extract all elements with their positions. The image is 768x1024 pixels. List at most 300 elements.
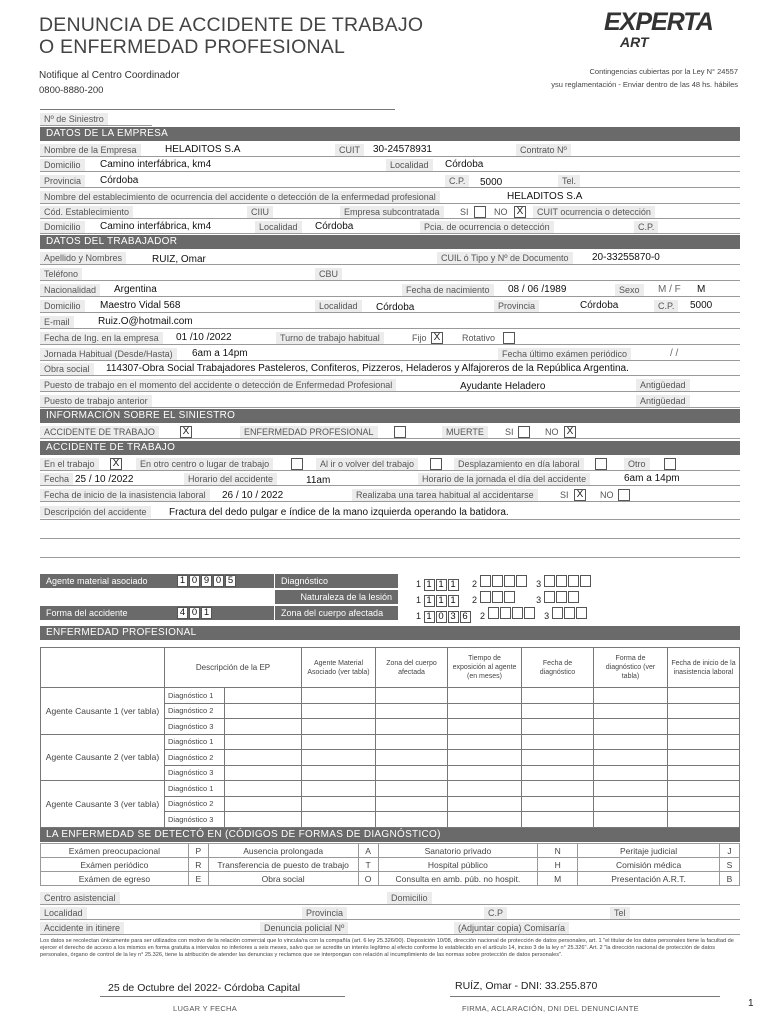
agente-causante-3: Agente Causante 3 (ver tabla): [41, 781, 165, 828]
ep-col-header: Fecha de inicio de la inasistencia laboral: [668, 648, 740, 688]
fecha-ingreso-field[interactable]: 01 /10 /2022: [176, 332, 232, 343]
ep-cell[interactable]: [668, 796, 740, 812]
deteccion-code: S: [719, 858, 739, 872]
code-digit: 1: [436, 595, 447, 607]
slot-number: 1: [416, 579, 422, 589]
ep-cell[interactable]: [594, 734, 668, 750]
localidad-label: Localidad: [386, 159, 433, 171]
ep-cell[interactable]: [448, 734, 522, 750]
ep-cell[interactable]: [448, 719, 522, 735]
trabajador-provincia-field[interactable]: Córdoba: [580, 300, 619, 311]
notify-phone: 0800-8880-200: [39, 85, 104, 96]
asistencial-tel-label: Tel: [610, 907, 630, 919]
sexo-field[interactable]: M: [697, 284, 706, 295]
asistencial-row-2: [40, 905, 740, 920]
ep-cell[interactable]: [448, 750, 522, 766]
ep-cell[interactable]: [376, 734, 448, 750]
subcontratada-si-checkbox[interactable]: [474, 206, 486, 218]
ep-cell[interactable]: [225, 703, 302, 719]
forma-accidente-code[interactable]: [177, 607, 213, 619]
ir-volver-checkbox[interactable]: [430, 458, 442, 470]
ep-cell[interactable]: [302, 688, 376, 704]
en-trabajo-checkbox[interactable]: X: [110, 458, 122, 470]
agente-causante-1: Agente Causante 1 (ver tabla): [41, 688, 165, 735]
domicilio-label: Domicilio: [40, 159, 85, 171]
domicilio-field[interactable]: Camino interfábrica, km4: [100, 159, 212, 170]
localidad-ocurrencia-field[interactable]: Córdoba: [315, 221, 354, 232]
muerte-no-checkbox[interactable]: X: [564, 426, 576, 438]
nombre-empresa-field[interactable]: HELADITOS S.A: [165, 144, 241, 155]
nombre-empresa-label: Nombre de la Empresa: [40, 144, 141, 156]
obra-social-label: Obra social: [40, 363, 94, 375]
ep-cell[interactable]: [225, 734, 302, 750]
code-digit: [504, 575, 515, 587]
deteccion-option[interactable]: Obra social: [208, 872, 358, 886]
nacionalidad-field[interactable]: Argentina: [114, 284, 157, 295]
slot-number: 2: [480, 611, 486, 621]
deteccion-option[interactable]: Sanatorio privado: [378, 844, 538, 858]
zona-codes[interactable]: [416, 607, 588, 623]
inicio-inasistencia-field[interactable]: 26 / 10 / 2022: [222, 490, 284, 501]
trabajador-cp-label: C.P.: [654, 300, 678, 312]
firma-label: FIRMA, ACLARACIÓN, DNI DEL DENUNCIANTE: [462, 1004, 639, 1013]
diag-label: Diagnóstico 3: [165, 719, 225, 735]
deteccion-option[interactable]: Ausencia prolongada: [208, 844, 358, 858]
localidad-ocurrencia-label: Localidad: [255, 221, 302, 233]
slot-number: 1: [416, 611, 422, 621]
code-digit: [500, 607, 511, 619]
asistencial-provincia-label: Provincia: [302, 907, 347, 919]
forma-accidente-label: Forma del accidente: [40, 606, 274, 620]
ep-cell[interactable]: [225, 812, 302, 828]
diag-label: Diagnóstico 3: [165, 812, 225, 828]
deteccion-code: N: [538, 844, 578, 858]
localidad-field[interactable]: Córdoba: [445, 159, 484, 170]
puesto-field[interactable]: Ayudante Heladero: [460, 381, 546, 392]
otro-centro-checkbox[interactable]: [291, 458, 303, 470]
puesto-label: Puesto de trabajo en el momento del accidente o detección de Enfermedad Profesional: [40, 379, 396, 391]
ep-cell[interactable]: [594, 688, 668, 704]
lugar-fecha-field[interactable]: 25 de Octubre del 2022- Córdoba Capital: [108, 982, 301, 994]
accidente-row-2: [40, 471, 740, 486]
deteccion-option[interactable]: Peritaje judicial: [578, 844, 720, 858]
trabajador-row-4: [40, 298, 740, 313]
code-digit: 5: [225, 575, 236, 587]
agente-material-label: Agente material asociado: [40, 574, 274, 588]
fijo-label: Fijo: [412, 333, 427, 343]
deteccion-code: R: [188, 858, 208, 872]
empresa-row-3: [40, 173, 740, 188]
ep-col-header: Forma de diagnóstico (ver tabla): [594, 648, 668, 688]
coverage-note-1: Contingencias cubiertas por la Ley N° 24557: [589, 67, 738, 76]
code-digit: [552, 607, 563, 619]
desplazamiento-checkbox[interactable]: [595, 458, 607, 470]
otro-label: Otro: [624, 458, 650, 470]
puesto-anterior-label: Puesto de trabajo anterior: [40, 395, 152, 407]
ep-cell[interactable]: [668, 750, 740, 766]
ep-cell[interactable]: [668, 812, 740, 828]
trabajador-provincia-label: Provincia: [494, 300, 539, 312]
ep-col-header: Zona del cuerpo afectada: [376, 648, 448, 688]
deteccion-option[interactable]: Exámen preocupacional: [41, 844, 189, 858]
email-field[interactable]: Ruiz.O@hotmail.com: [98, 316, 193, 327]
experta-logo: EXPERTA: [604, 8, 713, 36]
accidente-row-1: [40, 456, 740, 471]
otro-centro-label: En otro centro o lugar de trabajo: [136, 458, 273, 470]
deteccion-option[interactable]: Hospital público: [378, 858, 538, 872]
horario-accidente-field[interactable]: 11am: [306, 475, 331, 486]
code-digit: [580, 575, 591, 587]
trabajador-cp-field[interactable]: 5000: [690, 300, 713, 311]
deteccion-option[interactable]: Consulta en amb. púb. no hospit.: [378, 872, 538, 886]
ir-volver-label: Al ir o volver del trabajo: [316, 458, 418, 470]
accidente-row-4: [40, 504, 740, 520]
trabajador-row-7: [40, 346, 740, 361]
deteccion-code: O: [358, 872, 378, 886]
fecha-ingreso-label: Fecha de Ing. en la empresa: [40, 332, 163, 344]
ep-cell[interactable]: [376, 750, 448, 766]
ep-cell[interactable]: [448, 812, 522, 828]
ep-cell[interactable]: [225, 765, 302, 781]
coverage-note-2: ysu reglamentación - Enviar dentro de las 48 hs. hábiles: [551, 80, 738, 89]
notify-line: Notifique al Centro Coordinador: [39, 70, 180, 81]
turno-label: Turno de trabajo habitual: [276, 332, 384, 344]
code-digit: 6: [460, 611, 471, 623]
trabajador-domicilio-label: Domicilio: [40, 300, 85, 312]
ep-cell[interactable]: [522, 812, 594, 828]
ep-cell[interactable]: [302, 781, 376, 797]
descripcion-field[interactable]: Fractura del dedo pulgar e índice de la mano izquierda operando la batidora.: [169, 507, 509, 518]
inicio-inasistencia-label: Fecha de inicio de la inasistencia laboral: [40, 489, 210, 501]
deteccion-code: M: [538, 872, 578, 886]
diagnostico-codes[interactable]: [416, 575, 592, 591]
diag-label: Diagnóstico 1: [165, 688, 225, 704]
fecha-accidente-field[interactable]: 25 / 10 /2022: [75, 474, 134, 485]
ep-cell[interactable]: [448, 703, 522, 719]
rotativo-label: Rotativo: [462, 333, 496, 343]
ep-cell[interactable]: [302, 765, 376, 781]
ep-cell[interactable]: [594, 796, 668, 812]
trabajador-row-6: [40, 330, 740, 345]
apellido-nombres-field[interactable]: RUIZ, Omar: [152, 254, 206, 265]
ep-cell[interactable]: [522, 734, 594, 750]
subcontratada-no-label: NO: [494, 207, 508, 217]
slot-number: 3: [536, 595, 542, 605]
ep-cell[interactable]: [302, 796, 376, 812]
trabajador-localidad-label: Localidad: [315, 300, 362, 312]
slot-number: 2: [472, 595, 478, 605]
deteccion-option[interactable]: Transferencia de puesto de trabajo: [208, 858, 358, 872]
subcontratada-label: Empresa subcontratada: [340, 206, 444, 218]
fijo-checkbox[interactable]: X: [431, 332, 443, 344]
asistencial-domicilio-label: Domicilio: [387, 892, 432, 904]
establecimiento-field[interactable]: HELADITOS S.A: [507, 191, 583, 202]
agente-material-code[interactable]: [177, 575, 237, 587]
ep-cell[interactable]: [225, 688, 302, 704]
ep-corner: [41, 648, 165, 688]
deteccion-table: [40, 843, 740, 886]
trabajador-row-5: [40, 314, 740, 329]
cp-ocurrencia-label: C.P.: [634, 221, 658, 233]
asistencial-cp-label: C.P: [484, 907, 507, 919]
descripcion-line-2[interactable]: [40, 523, 740, 539]
domicilio-ocurrencia-field[interactable]: Camino interfábrica, km4: [100, 221, 212, 232]
deteccion-option[interactable]: Presentación A.R.T.: [578, 872, 720, 886]
form-title: DENUNCIA DE ACCIDENTE DE TRABAJO O ENFERMEDAD PROFESIONAL: [39, 14, 424, 58]
trabajador-row-8: [40, 361, 740, 376]
deteccion-code: E: [188, 872, 208, 886]
cuit-ocurrencia-label: CUIT ocurrencia o detección: [533, 206, 655, 218]
slot-number: 2: [472, 579, 478, 589]
diag-label: Diagnóstico 2: [165, 796, 225, 812]
ep-cell[interactable]: [668, 688, 740, 704]
accidente-trabajo-checkbox[interactable]: X: [180, 426, 192, 438]
ep-cell[interactable]: [225, 781, 302, 797]
ep-col-header: Descripción de la EP: [165, 648, 302, 688]
cuit-label: CUIT: [335, 144, 364, 156]
code-digit: [512, 607, 523, 619]
deteccion-option[interactable]: Exámen periódico: [41, 858, 189, 872]
antiguedad-label: Antigüedad: [636, 379, 690, 391]
ep-cell[interactable]: [302, 734, 376, 750]
rotativo-checkbox[interactable]: [503, 332, 515, 344]
cp-label: C.P.: [445, 175, 469, 187]
siniestro-label: Nº de Siniestro: [40, 113, 108, 125]
otro-checkbox[interactable]: [664, 458, 676, 470]
ep-col-header: Fecha de diagnóstico: [522, 648, 594, 688]
email-label: E-mail: [40, 316, 74, 328]
code-digit: [568, 575, 579, 587]
cuit-field[interactable]: 30-24578931: [373, 144, 432, 155]
accidente-header: ACCIDENTE DE TRABAJO: [40, 441, 740, 455]
ep-cell[interactable]: [522, 719, 594, 735]
descripcion-label: Descripción del accidente: [40, 506, 151, 518]
diag-label: Diagnóstico 3: [165, 765, 225, 781]
trabajador-row-10: [40, 393, 740, 408]
ep-header: ENFERMEDAD PROFESIONAL: [40, 626, 740, 640]
code-digit: 1: [424, 595, 435, 607]
slot-number: 1: [416, 595, 422, 605]
ep-cell[interactable]: [302, 703, 376, 719]
obra-social-field[interactable]: 114307-Obra Social Trabajadores Pasteleros, Confiteros, Pizzeros, Heladeros y Alfajoreros de la República Argentina.: [106, 363, 629, 374]
deteccion-code: P: [188, 844, 208, 858]
pcia-ocurrencia-label: Pcia. de ocurrencia o detección: [420, 221, 554, 233]
ep-cell[interactable]: [594, 750, 668, 766]
ep-cell[interactable]: [668, 703, 740, 719]
cod-establecimiento-label: Cód. Establecimiento: [40, 206, 133, 218]
accidente-trabajo-label: ACCIDENTE DE TRABAJO: [40, 426, 159, 438]
ep-cell[interactable]: [448, 765, 522, 781]
siniestro-row: [40, 111, 152, 126]
trabajador-row-9: [40, 377, 740, 392]
ep-cell[interactable]: [302, 812, 376, 828]
code-digit: [564, 607, 575, 619]
asistencial-row-1: [40, 890, 740, 905]
trabajador-row-1: [40, 250, 740, 265]
ep-col-header: Tiempo de exposición al agente (en meses): [448, 648, 522, 688]
ep-cell[interactable]: [376, 719, 448, 735]
deteccion-header: LA ENFERMEDAD SE DETECTÓ EN (CÓDIGOS DE FORMAS DE DIAGNÓSTICO): [40, 828, 740, 842]
denuncia-policial-label: Denuncia policial Nº: [260, 922, 348, 934]
ep-cell[interactable]: [522, 781, 594, 797]
ep-cell[interactable]: [225, 719, 302, 735]
code-digit: [556, 591, 567, 603]
provincia-label: Provincia: [40, 175, 85, 187]
ep-cell[interactable]: [302, 750, 376, 766]
lugar-fecha-label: LUGAR Y FECHA: [173, 1004, 238, 1013]
tarea-si-label: SI: [560, 490, 569, 500]
ep-cell[interactable]: [522, 796, 594, 812]
trabajador-domicilio-field[interactable]: Maestro Vidal 568: [100, 300, 181, 311]
enfermedad-profesional-label: ENFERMEDAD PROFESIONAL: [240, 426, 378, 438]
fecha-nacimiento-field[interactable]: 08 / 06 /1989: [508, 284, 567, 295]
asistencial-localidad-label: Localidad: [40, 907, 87, 919]
code-digit: [504, 591, 515, 603]
code-digit: 0: [189, 607, 200, 619]
horario-jornada-field[interactable]: 6am a 14pm: [624, 473, 680, 484]
ep-cell[interactable]: [376, 688, 448, 704]
trabajador-row-2: [40, 266, 740, 281]
code-digit: 3: [448, 611, 459, 623]
deteccion-code: A: [358, 844, 378, 858]
desplazamiento-label: Desplazamiento en día laboral: [454, 458, 584, 470]
tarea-si-checkbox[interactable]: X: [574, 489, 586, 501]
ep-cell[interactable]: [668, 734, 740, 750]
tel-label: Tel.: [558, 175, 580, 187]
slot-number: 3: [536, 579, 542, 589]
ep-cell[interactable]: [668, 765, 740, 781]
sexo-options: M / F: [658, 284, 681, 295]
diag-label: Diagnóstico 2: [165, 703, 225, 719]
art-logo-text: ART: [620, 34, 649, 50]
itinere-label: Accidente in itinere: [40, 922, 124, 934]
asistencial-row-3: [40, 920, 740, 935]
ep-cell[interactable]: [522, 765, 594, 781]
ep-cell[interactable]: [376, 765, 448, 781]
ep-cell[interactable]: [522, 750, 594, 766]
ep-cell[interactable]: [668, 781, 740, 797]
subcontratada-no-checkbox[interactable]: X: [514, 206, 526, 218]
code-digit: 1: [448, 579, 459, 591]
centro-asistencial-label: Centro asistencial: [40, 892, 120, 904]
legal-text: Los datos se recolectan únicamente para ser utilizados con motivo de la relación comercial que lo vincula/ra con la compañía (art. 6 ley 25.326/00). Disposición 10/08, dirección nacional de protección de datos personales, art. 1 "el titular de los datos personales tiene la facultad de ejercer el derecho de acceso a los mismos en forma gratuita a intervalos no inferiores a seis meses, salvo que se acredite un interés legítimo al efecto conforme lo establecido en el artículo 14, inciso 3 de la ley n° 25.326". Art. 2 "la dirección nacional de protección de datos personales, órgano de control de la ley n° 25.326, tiene la atribución de atender las denuncias y reclamos que se interpongan con relación al incumplimiento de las normas sobre protección de datos personales".: [40, 938, 734, 958]
naturaleza-codes[interactable]: [416, 591, 580, 607]
muerte-si-checkbox[interactable]: [518, 426, 530, 438]
ep-cell[interactable]: [594, 719, 668, 735]
cuil-field[interactable]: 20-33255870-0: [592, 252, 660, 263]
ep-cell[interactable]: [594, 781, 668, 797]
deteccion-code: J: [719, 844, 739, 858]
code-digit: [556, 575, 567, 587]
ep-cell[interactable]: [522, 688, 594, 704]
code-digit: 1: [177, 575, 188, 587]
ep-cell[interactable]: [448, 796, 522, 812]
trabajador-row-3: [40, 282, 740, 297]
ep-cell[interactable]: [594, 765, 668, 781]
jornada-field[interactable]: 6am a 14pm: [192, 348, 248, 359]
firma-line-right: [450, 996, 720, 997]
enfermedad-profesional-checkbox[interactable]: [394, 426, 406, 438]
empresa-row-6: [40, 219, 740, 234]
code-digit: [568, 591, 579, 603]
naturaleza-label: Naturaleza de la lesión: [275, 590, 398, 604]
cp-field[interactable]: 5000: [480, 177, 503, 188]
code-digit: [516, 575, 527, 587]
subcontratada-si-label: SI: [460, 207, 469, 217]
descripcion-line-3[interactable]: [40, 542, 740, 558]
diag-label: Diagnóstico 2: [165, 750, 225, 766]
ep-cell[interactable]: [668, 719, 740, 735]
fecha-accidente-label: Fecha: [40, 473, 73, 485]
en-trabajo-label: En el trabajo: [40, 458, 99, 470]
diagnostico-label: Diagnóstico: [275, 574, 398, 588]
code-digit: [492, 591, 503, 603]
ep-cell[interactable]: [376, 812, 448, 828]
ep-col-header: Agente Material Asociado (ver tabla): [302, 648, 376, 688]
provincia-field[interactable]: Córdoba: [100, 175, 139, 186]
ep-cell[interactable]: [594, 812, 668, 828]
page-number: 1: [748, 998, 754, 1009]
ep-cell[interactable]: [376, 796, 448, 812]
nacionalidad-label: Nacionalidad: [40, 284, 100, 296]
code-digit: [480, 591, 491, 603]
ep-cell[interactable]: [302, 719, 376, 735]
code-digit: [492, 575, 503, 587]
examen-periodico-label: Fecha último exámen periódico: [498, 348, 631, 360]
code-digit: 1: [436, 579, 447, 591]
siniestro-info-header: INFORMACIÓN SOBRE EL SINIESTRO: [40, 409, 740, 423]
horario-jornada-label: Horario de la jornada el día del accidente: [418, 473, 590, 485]
cbu-label: CBU: [315, 268, 342, 280]
sexo-label: Sexo: [615, 284, 644, 296]
code-digit: 1: [424, 611, 435, 623]
ep-cell[interactable]: [376, 703, 448, 719]
tarea-no-checkbox[interactable]: [618, 489, 630, 501]
ep-cell[interactable]: [448, 781, 522, 797]
telefono-label: Teléfono: [40, 268, 82, 280]
deteccion-option[interactable]: Exámen de egreso: [41, 872, 189, 886]
firma-nombre-field[interactable]: RUÍZ, Omar - DNI: 33.255.870: [455, 980, 598, 992]
code-digit: 1: [201, 607, 212, 619]
comisaria-label: (Adjuntar copia) Comisaría: [454, 922, 569, 934]
divider: [40, 109, 395, 110]
trabajador-localidad-field[interactable]: Córdoba: [376, 302, 415, 313]
deteccion-code: B: [719, 872, 739, 886]
code-digit: 0: [213, 575, 224, 587]
deteccion-option[interactable]: Comisión médica: [578, 858, 720, 872]
ep-cell[interactable]: [225, 750, 302, 766]
code-digit: [524, 607, 535, 619]
empresa-row-2: [40, 157, 740, 172]
ep-table: [40, 647, 740, 828]
ep-cell[interactable]: [594, 703, 668, 719]
firma-line-left: [100, 996, 345, 997]
trabajador-header: DATOS DEL TRABAJADOR: [40, 235, 740, 249]
deteccion-code: T: [358, 858, 378, 872]
code-digit: [544, 575, 555, 587]
ep-cell[interactable]: [522, 703, 594, 719]
muerte-no-label: NO: [545, 427, 559, 437]
examen-periodico-field[interactable]: / /: [670, 348, 679, 359]
tarea-no-label: NO: [600, 490, 614, 500]
code-digit: 4: [177, 607, 188, 619]
slot-number: 3: [544, 611, 550, 621]
ep-cell[interactable]: [448, 688, 522, 704]
ep-cell[interactable]: [376, 781, 448, 797]
ep-cell[interactable]: [225, 796, 302, 812]
apellido-nombres-label: Apellido y Nombres: [40, 252, 126, 264]
siniestro-info-row: [40, 424, 740, 439]
